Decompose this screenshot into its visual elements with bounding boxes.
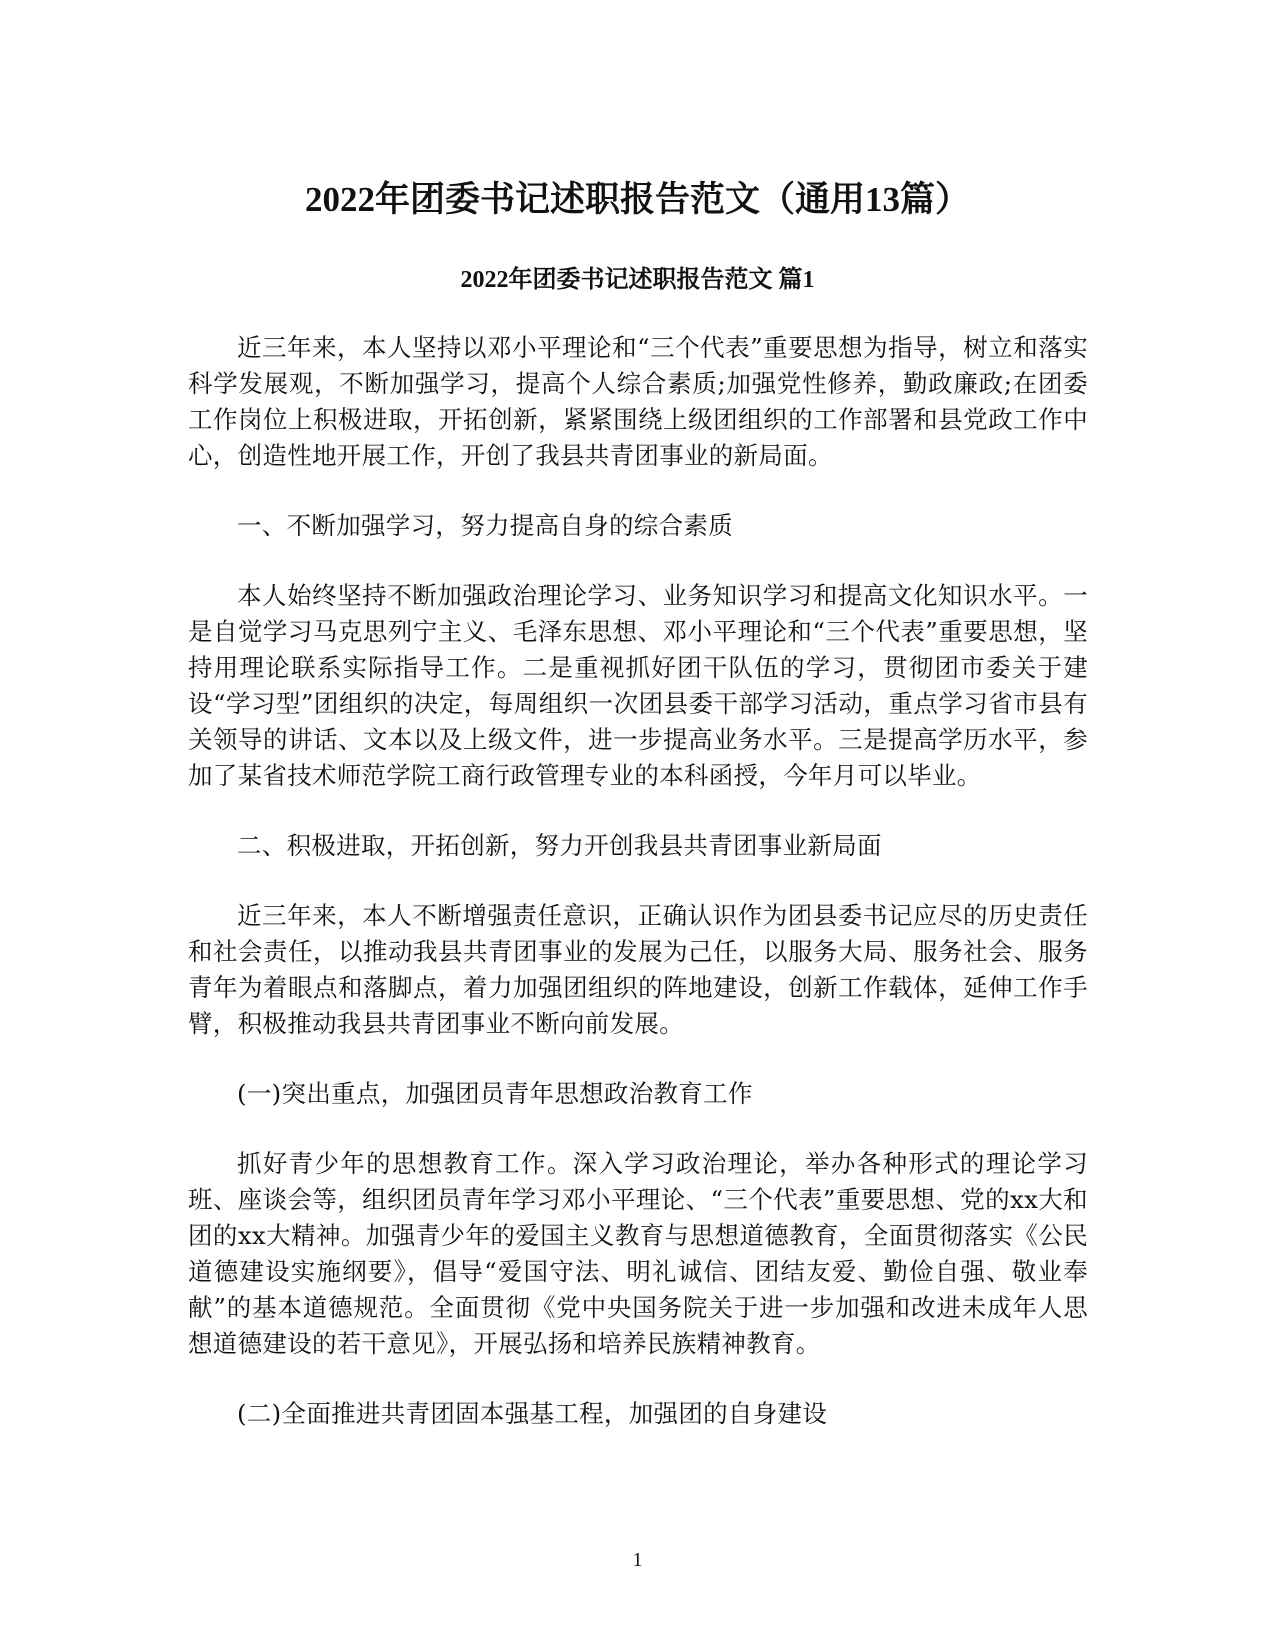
paragraph-study: 本人始终坚持不断加强政治理论学习、业务知识学习和提高文化知识水平。一是自觉学习马克思列宁主义、毛泽东思想、邓小平理论和“三个代表”重要思想，坚持用理论联系实际指导工作。二是重视抓好团干队伍的学习，贯彻团市委关于建设“学习型”团组织的决定，每周组织一次团县委干部学习活动，重点学习省市县有关领导的讲话、文本以及上级文件，进一步提高业务水平。三是提高学历水平，参加了某省技术师范学院工商行政管理专业的本科函授，今年月可以毕业。 [188,581,1088,790]
heading-subsection-1: (一)突出重点，加强团员青年思想政治教育工作 [237,1079,753,1108]
heading-section-1: 一、不断加强学习，努力提高自身的综合素质 [237,511,733,540]
paragraph-intro: 近三年来，本人坚持以邓小平理论和“三个代表”重要思想为指导，树立和落实科学发展观，不断加强学习，提高个人综合素质;加强党性修养，勤政廉政;在团委工作岗位上积极进取，开拓创新，紧紧围绕上级团组织的工作部署和县党政工作中心，创造性地开展工作，开创了我县共青团事业的新局面。 [188,333,1088,470]
heading-section-2: 二、积极进取，开拓创新，努力开创我县共青团事业新局面 [237,831,882,860]
paragraph-responsibility: 近三年来，本人不断增强责任意识，正确认识作为团县委书记应尽的历史责任和社会责任，以推动我县共青团事业的发展为己任，以服务大局、服务社会、服务青年为着眼点和落脚点，着力加强团组织的阵地建设，创新工作载体，延伸工作手臂，积极推动我县共青团事业不断向前发展。 [188,901,1088,1038]
section-title: 2022年团委书记述职报告范文 篇1 [460,267,815,293]
paragraph-education: 抓好青少年的思想教育工作。深入学习政治理论，举办各种形式的理论学习班、座谈会等，组织团员青年学习邓小平理论、“三个代表”重要思想、党的xx大和团的xx大精神。加强青少年的爱国主义教育与思想道德教育，全面贯彻落实《公民道德建设实施纲要》，倡导“爱国守法、明礼诚信、团结友爱、勤俭自强、敬业奉献”的基本道德规范。全面贯彻《党中央国务院关于进一步加强和改进未成年人思想道德建设的若干意见》，开展弘扬和培养民族精神教育。 [188,1149,1088,1358]
page-number: 1 [632,1549,643,1571]
document-body [188,330,1088,1466]
heading-subsection-2: (二)全面推进共青团固本强基工程，加强团的自身建设 [237,1399,828,1428]
document-title: 2022年团委书记述职报告范文（通用13篇） [304,180,970,219]
